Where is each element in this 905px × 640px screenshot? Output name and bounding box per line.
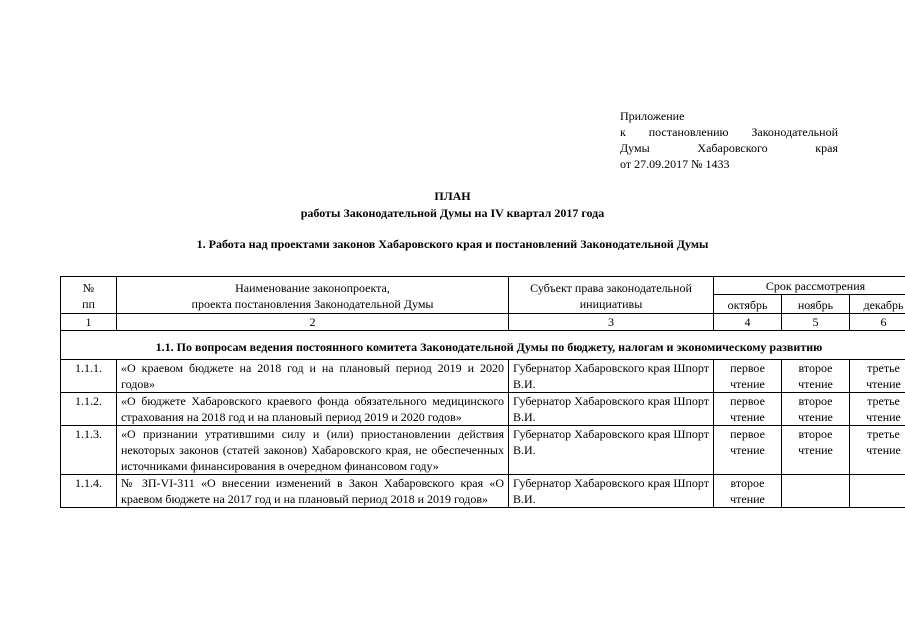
row-november: второе чтение	[782, 426, 850, 475]
header-num: № пп	[61, 277, 117, 314]
col-number: 3	[509, 314, 714, 331]
row-subject: Губернатор Хабаровского края Шпорт В.И.	[509, 393, 714, 426]
section-heading: 1. Работа над проектами законов Хабаровского края и постановлений Законодательной Думы	[196, 237, 709, 251]
table-row	[61, 426, 905, 475]
row-name: «О признании утратившими силу и (или) приостановлении действия некоторых законов (статей законов) Хабаровского края, не обеспеченных источниками финансирования в очередном финансовом году»	[117, 426, 509, 475]
appendix-date: от 27.09.2017 № 1433	[620, 157, 730, 171]
header-term: Срок рассмотрения	[714, 277, 905, 295]
header-december: декабрь	[850, 295, 905, 314]
row-subject: Губернатор Хабаровского края Шпорт В.И.	[509, 426, 714, 475]
appendix-duma: Думы Хабаровского края	[620, 141, 838, 155]
col-number: 1	[61, 314, 117, 331]
header-subject: Субъект права законодательной инициативы	[509, 277, 714, 314]
col-number: 2	[117, 314, 509, 331]
row-number: 1.1.4.	[61, 475, 117, 508]
header-october: октябрь	[714, 295, 782, 314]
row-december	[850, 475, 905, 508]
row-name: «О краевом бюджете на 2018 год и на плановый период 2019 и 2020 годов»	[117, 360, 509, 393]
row-name: № ЗП-VI-311 «О внесении изменений в Закон Хабаровского края «О краевом бюджете на 2017 год и на плановый период 2018 и 2019 годов»	[117, 475, 509, 508]
header-name: Наименование законопроекта, проекта постановления Законодательной Думы	[117, 277, 509, 314]
row-subject: Губернатор Хабаровского края Шпорт В.И.	[509, 475, 714, 508]
row-november: второе чтение	[782, 393, 850, 426]
col-number: 4	[714, 314, 782, 331]
table-row	[61, 475, 905, 508]
row-october: первое чтение	[714, 426, 782, 475]
row-october: первое чтение	[714, 393, 782, 426]
row-november: второе чтение	[782, 360, 850, 393]
table-row	[61, 360, 905, 393]
appendix-block	[620, 108, 838, 172]
row-december: третье чтение	[850, 426, 905, 475]
subsection-heading: 1.1. По вопросам ведения постоянного комитета Законодательной Думы по бюджету, налогам и экономическому развитию	[61, 331, 905, 360]
row-number: 1.1.2.	[61, 393, 117, 426]
table-row	[61, 393, 905, 426]
row-subject: Губернатор Хабаровского края Шпорт В.И.	[509, 360, 714, 393]
row-october: второе чтение	[714, 475, 782, 508]
subsection-row	[61, 331, 905, 360]
row-number: 1.1.3.	[61, 426, 117, 475]
plan-table	[60, 276, 905, 508]
row-december: третье чтение	[850, 393, 905, 426]
appendix-resolution: к постановлению Законодательной	[620, 125, 838, 139]
col-number: 6	[850, 314, 905, 331]
row-november	[782, 475, 850, 508]
header-row	[61, 277, 905, 295]
row-name: «О бюджете Хабаровского краевого фонда обязательного медицинского страхования на 2018 год и на плановый период 2019 и 2020 годов»	[117, 393, 509, 426]
col-number: 5	[782, 314, 850, 331]
header-november: ноябрь	[782, 295, 850, 314]
row-october: первое чтение	[714, 360, 782, 393]
appendix-title: Приложение	[620, 109, 685, 123]
plan-title: ПЛАН	[434, 189, 471, 203]
row-december: третье чтение	[850, 360, 905, 393]
plan-subtitle: работы Законодательной Думы на IV квартал 2017 года	[300, 206, 605, 220]
row-number: 1.1.1.	[61, 360, 117, 393]
column-number-row	[61, 314, 905, 331]
